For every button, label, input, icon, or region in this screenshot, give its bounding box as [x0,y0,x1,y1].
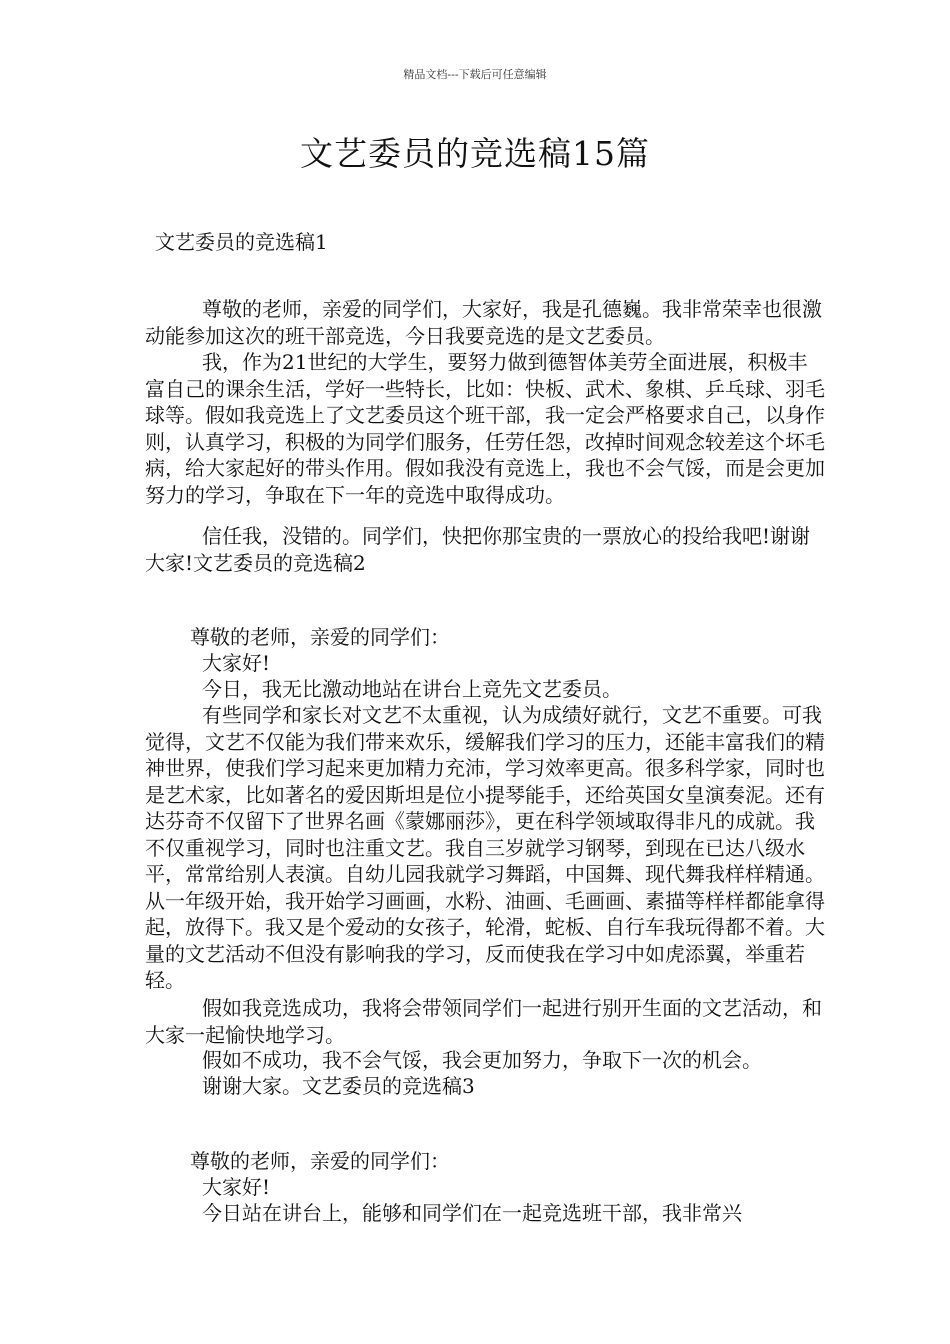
speech3-hello: 大家好! [202,1175,271,1199]
speech2-paragraph-2: 假如我竞选成功，我将会带领同学们一起进行别开生面的文艺活动，和大家一起愉快地学习。 [145,996,822,1047]
speech2-paragraph-1: 有些同学和家长对文艺不太重视，认为成绩好就行，文艺不重要。可我觉得，文艺不仅能为我们带来欢乐，缓解我们学习的压力，还能丰富我们的精神世界，使我们学习起来更加精力充沛，学习效率更高。很多科学家，同时也是艺术家，比如著名的爱因斯坦是位小提琴能手，还给英国女皇演奏泥。还有达芬奇不仅留下了世界名画《蒙娜丽莎》，更在科学领域取得非凡的成就。我不仅重视学习，同时也注重文艺。我自三岁就学习钢琴，到现在已达八级水平，常常给别人表演。自幼儿园我就学习舞蹈，中国舞、现代舞我样样精通。从一年级开始，我开始学习画画，水粉、油画、毛画画、素描等样样都能拿得起，放得下。我又是个爱动的女孩子，轮滑，蛇板、自行车我玩得都不着。大量的文艺活动不但没有影响我的学习，反而使我在学习中如虎添翼，举重若轻。 [145,703,825,992]
speech3-greeting: 尊敬的老师，亲爱的同学们： [190,1149,450,1173]
speech3-line-1: 今日站在讲台上，能够和同学们在一起竞选班干部，我非常兴 [202,1201,742,1225]
document-title: 文艺委员的竞选稿15篇 [300,134,650,173]
speech2-line-3: 谢谢大家。文艺委员的竞选稿3 [202,1074,475,1098]
page-header: 精品文档---下载后可任意编辑 [403,68,547,81]
speech1-paragraph-2: 我，作为21世纪的大学生，要努力做到德智体美劳全面进展，积极丰富自己的课余生活，学好一些特长，比如：快板、武术、象棋、乒乓球、羽毛球等。假如我竞选上了文艺委员这个班干部，我一定会严格要求自己，以身作则，认真学习，积极的为同学们服务，任劳任怨，改掉时间观念较差这个坏毛病，给大家起好的带头作用。假如我没有竞选上，我也不会气馁，而是会更加努力的学习，争取在下一年的竞选中取得成功。 [145,350,825,507]
section-heading: 文艺委员的竞选稿1 [155,230,328,254]
speech2-hello: 大家好! [202,651,271,675]
speech1-paragraph-1: 尊敬的老师，亲爱的同学们，大家好，我是孔德巍。我非常荣幸也很激动能参加这次的班干部竞选，今日我要竞选的是文艺委员。 [145,297,822,348]
speech2-greeting: 尊敬的老师，亲爱的同学们： [190,625,450,649]
speech2-line-2: 假如不成功，我不会气馁，我会更加努力，争取下一次的机会。 [202,1048,762,1072]
speech2-line-1: 今日，我无比激动地站在讲台上竞先文艺委员。 [202,677,622,701]
speech1-paragraph-3: 信任我，没错的。同学们，快把你那宝贵的一票放心的投给我吧!谢谢大家!文艺委员的竞选稿2 [145,524,811,575]
